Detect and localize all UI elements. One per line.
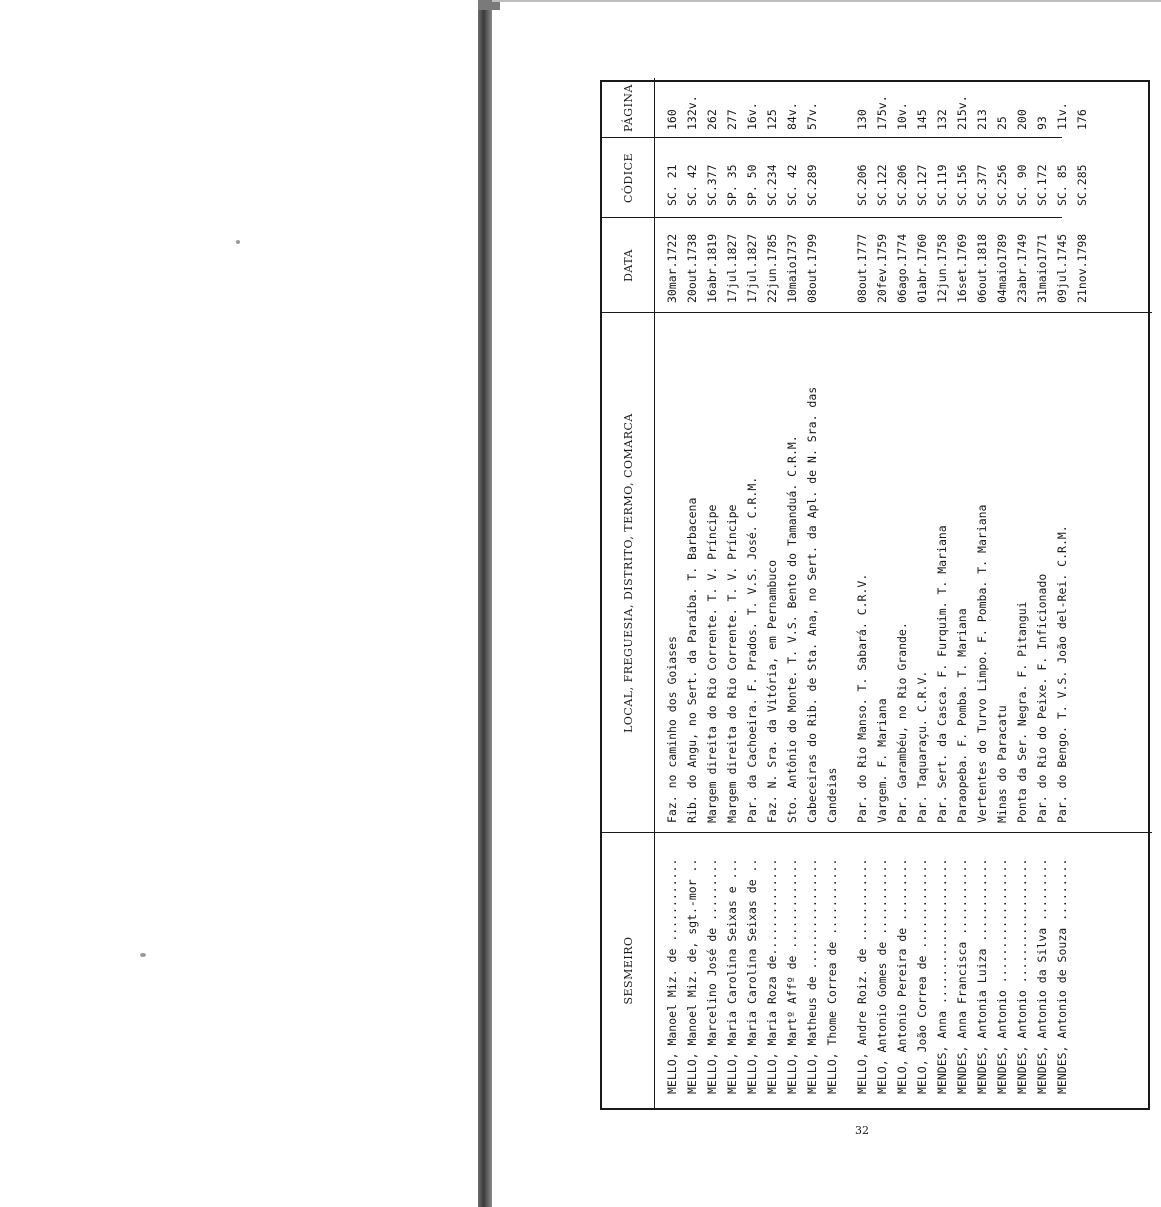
cell-local: Paraopeba. F. Pomba. T. Mariana xyxy=(955,608,969,823)
cell-local: Vargem. F. Mariana xyxy=(875,698,889,823)
cell-codice: SC.206 xyxy=(855,164,869,206)
cell-sesmeiro: MENDES, Antonio .................. xyxy=(995,858,1009,1094)
cell-data: 22jun.1785 xyxy=(765,233,779,303)
cell-sesmeiro: MENDES, Antonio da Silva ......... xyxy=(1035,858,1049,1094)
cell-data: 31maio1771 xyxy=(1035,233,1049,303)
table-row xyxy=(1032,78,1052,1108)
cell-codice: SC.285 xyxy=(1075,164,1089,206)
cell-local: Faz. N. Sra. da Vitória, em Pernambuco xyxy=(765,559,779,823)
cell-sesmeiro: MENDES, Anna ..................... xyxy=(935,858,949,1094)
cell-pagina: 215v. xyxy=(955,95,969,130)
cell-pagina: 175v. xyxy=(875,95,889,130)
cell-codice: SC.289 xyxy=(805,164,819,206)
cell-data: 16set.1769 xyxy=(955,233,969,303)
cell-sesmeiro: MELLO, Matheus de ................ xyxy=(805,858,819,1094)
cell-pagina: 25 xyxy=(995,116,1009,130)
cell-sesmeiro: MELLO, Marcelino José de ......... xyxy=(705,858,719,1094)
cell-codice: SC. 85 xyxy=(1055,164,1069,206)
table-row xyxy=(952,78,972,1108)
header-data: DATA xyxy=(621,249,635,282)
table-row xyxy=(972,78,992,1108)
cell-local: Cabeceiras do Rib. de Sta. Ana, no Sert. da Apl. de N. Sra. das xyxy=(805,386,819,823)
cell-codice: SC.122 xyxy=(875,164,889,206)
cell-data: 17jul.1827 xyxy=(745,233,759,303)
cell-codice: SC. 42 xyxy=(685,164,699,206)
page-top-edge xyxy=(492,0,1161,2)
table-row xyxy=(1012,78,1032,1108)
cell-data: 06ago.1774 xyxy=(895,233,909,303)
table-row xyxy=(742,78,762,1108)
header-pagina: PÁGINA xyxy=(621,83,635,133)
table-row xyxy=(722,78,742,1108)
table-row xyxy=(892,78,912,1108)
cell-codice: SC. 21 xyxy=(665,164,679,206)
cell-codice: SC.377 xyxy=(975,164,989,206)
cell-local: Margem direita do Rio Corrente. T. V. Príncipe xyxy=(705,504,719,823)
table-row xyxy=(852,78,872,1108)
cell-codice: SC.127 xyxy=(915,164,929,206)
table-row xyxy=(662,78,682,1108)
cell-data: 06out.1818 xyxy=(975,233,989,303)
cell-local: Par. do Rio do Peixe. F. Inficionado xyxy=(1035,573,1049,823)
cell-pagina: 145 xyxy=(915,109,929,130)
table-row xyxy=(702,78,722,1108)
table-row xyxy=(762,78,782,1108)
cell-data: 04maio1789 xyxy=(995,233,1009,303)
table-row xyxy=(992,78,1012,1108)
table-row xyxy=(802,78,822,1108)
cell-pagina: 11v. xyxy=(1055,102,1069,130)
cell-pagina: 176 xyxy=(1075,109,1089,130)
sesmarias-table xyxy=(600,80,1150,1110)
cell-codice: SC.256 xyxy=(995,164,1009,206)
cell-local: Vertentes do Turvo Limpo. F. Pomba. T. Mariana xyxy=(975,504,989,823)
table-row xyxy=(912,78,932,1108)
table-row xyxy=(782,78,802,1108)
cell-pagina: 57v. xyxy=(805,102,819,130)
cell-local: Par. do Bengo. T. V.S. João del-Rei. C.R.M. xyxy=(1055,525,1069,823)
cell-data: 30mar.1722 xyxy=(665,233,679,303)
cell-sesmeiro: MELLO, Maria Carolina Seixas e ... xyxy=(725,858,739,1094)
header-local: LOCAL, FREGUESIA, DISTRITO, TERMO, COMARCA xyxy=(621,413,635,733)
cell-data: 23abr.1749 xyxy=(1015,233,1029,303)
table-row xyxy=(682,78,702,1108)
cell-local: Candeias xyxy=(825,767,839,823)
cell-local: Par. Sert. da Casca. F. Furquim. T. Mariana xyxy=(935,525,949,823)
cell-codice: SC.156 xyxy=(955,164,969,206)
cell-sesmeiro: MELLO, Martº Affº de ............. xyxy=(785,858,799,1094)
rotated-table-wrapper xyxy=(600,80,1150,1110)
cell-pagina: 213 xyxy=(975,109,989,130)
cell-pagina: 262 xyxy=(705,109,719,130)
cell-local: Par. Garambéu, no Rio Grande. xyxy=(895,622,909,823)
cell-codice: SC.172 xyxy=(1035,164,1049,206)
scan-speck xyxy=(140,953,146,957)
header-codice: CÓDICE xyxy=(621,152,635,204)
cell-local: Par. Taquaraçu. C.R.V. xyxy=(915,670,929,823)
cell-pagina: 132v. xyxy=(685,95,699,130)
scan-speck xyxy=(236,240,240,244)
cell-data: 21nov.1798 xyxy=(1075,233,1089,303)
rotated-table xyxy=(600,80,1150,1110)
cell-pagina: 277 xyxy=(725,109,739,130)
table-row xyxy=(932,78,952,1108)
cell-sesmeiro: MELLO, Manoel Miz. de, sgt.-mor .. xyxy=(685,858,699,1094)
cell-pagina: 125 xyxy=(765,109,779,130)
cell-data: 17jul.1827 xyxy=(725,233,739,303)
cell-pagina: 160 xyxy=(665,109,679,130)
cell-local: Par. do Rio Manso. T. Sabará. C.R.V. xyxy=(855,573,869,823)
cell-codice: SC.206 xyxy=(895,164,909,206)
header-sesmeiro: SESMEIRO xyxy=(621,936,635,1005)
cell-data: 08out.1777 xyxy=(855,233,869,303)
table-row xyxy=(822,78,842,1108)
table-row xyxy=(872,78,892,1108)
cell-local: Sto. Antônio do Monte. T. V.S. Bento do Tamanduá. C.R.M. xyxy=(785,435,799,823)
cell-data: 12jun.1758 xyxy=(935,233,949,303)
cell-data: 09jul.1745 xyxy=(1055,233,1069,303)
cell-sesmeiro: MELLO, Maria Carolina Seixas de .. xyxy=(745,858,759,1094)
cell-local: Faz. no caminho dos Goiases xyxy=(665,636,679,823)
cell-sesmeiro: MELLO, Manoel Miz. de ............ xyxy=(665,858,679,1094)
cell-sesmeiro: MELO, João Correa de ............. xyxy=(915,858,929,1094)
cell-sesmeiro: MELO, Antonio Pereira de ......... xyxy=(895,858,909,1094)
cell-codice: SC. 90 xyxy=(1015,164,1029,206)
cell-pagina: 10v. xyxy=(895,102,909,130)
cell-sesmeiro: MENDES, Antonia Luiza ............ xyxy=(975,858,989,1094)
cell-local: Margem direita do Rio Corrente. T. V. Príncipe xyxy=(725,504,739,823)
cell-data: 20fev.1759 xyxy=(875,233,889,303)
cell-local: Par. da Cachoeira. F. Prados. T. V.S. José. C.R.M. xyxy=(745,476,759,823)
cell-codice: SC.234 xyxy=(765,164,779,206)
cell-data: 08out.1799 xyxy=(805,233,819,303)
cell-sesmeiro: MENDES, Antonio de Souza ......... xyxy=(1055,858,1069,1094)
cell-local: Minas do Paracatu xyxy=(995,705,1009,823)
cell-sesmeiro: MELO, Antonio Gomes de ........... xyxy=(875,858,889,1094)
cell-codice: SP. 35 xyxy=(725,164,739,206)
table-row xyxy=(1072,78,1092,1108)
cell-data: 10maio1737 xyxy=(785,233,799,303)
cell-sesmeiro: MELLO, Andre Roiz. de ............ xyxy=(855,858,869,1094)
cell-local: Ponta da Ser. Negra. F. Pitangui xyxy=(1015,601,1029,823)
cell-sesmeiro: MELLO, Maria Roza de.............. xyxy=(765,858,779,1094)
cell-pagina: 130 xyxy=(855,109,869,130)
cell-codice: SC.377 xyxy=(705,164,719,206)
book-spine xyxy=(478,0,492,1207)
table-row xyxy=(1052,78,1072,1108)
cell-data: 20out.1738 xyxy=(685,233,699,303)
cell-local: Rib. do Angu, no Sert. da Paraíba. T. Barbacena xyxy=(685,497,699,823)
cell-sesmeiro: MENDES, Anna Francisca ........... xyxy=(955,858,969,1094)
cell-pagina: 200 xyxy=(1015,109,1029,130)
header-rule xyxy=(654,78,655,1108)
cell-codice: SP. 50 xyxy=(745,164,759,206)
cell-codice: SC. 42 xyxy=(785,164,799,206)
cell-pagina: 16v. xyxy=(745,102,759,130)
cell-data: 16abr.1819 xyxy=(705,233,719,303)
cell-data: 01abr.1760 xyxy=(915,233,929,303)
cell-codice: SC.119 xyxy=(935,164,949,206)
cell-pagina: 84v. xyxy=(785,102,799,130)
page-number: 32 xyxy=(855,1124,869,1137)
cell-sesmeiro: MELLO, Thome Correa de ........... xyxy=(825,858,839,1094)
cell-sesmeiro: MENDES, Antonio .................. xyxy=(1015,858,1029,1094)
cell-pagina: 93 xyxy=(1035,116,1049,130)
cell-pagina: 132 xyxy=(935,109,949,130)
